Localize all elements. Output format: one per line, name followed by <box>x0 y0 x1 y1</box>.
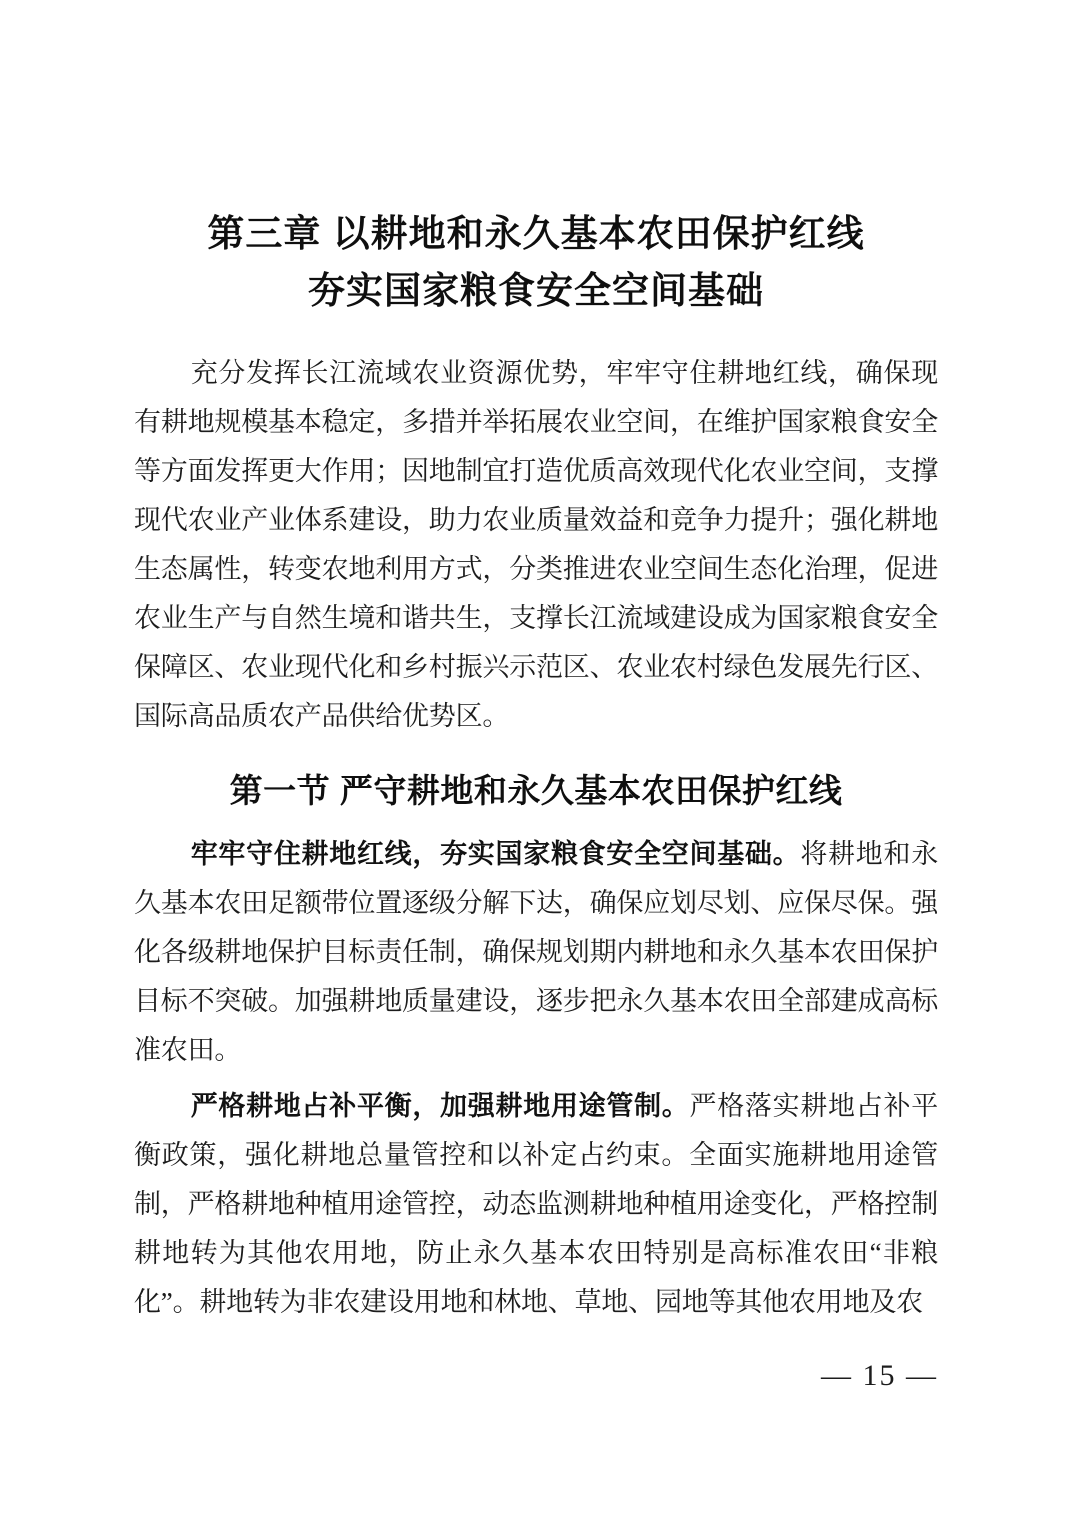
paragraph-redline-lead: 牢牢守住耕地红线，夯实国家粮食安全空间基础。 <box>190 839 801 869</box>
paragraph-balance <box>134 1082 938 1327</box>
intro-paragraph: 充分发挥长江流域农业资源优势，牢牢守住耕地红线，确保现有耕地规模基本稳定，多措并举拓展农业空间，在维护国家粮食安全等方面发挥更大作用；因地制宜打造优质高效现代化农业空间，支撑现代农业产业体系建设，助力农业质量效益和竞争力提升；强化耕地生态属性，转变农地利用方式，分类推进农业空间生态化治理，促进农业生产与自然生境和谐共生，支撑长江流域建设成为国家粮食安全保障区、农业现代化和乡村振兴示范区、农业农村绿色发展先行区、国际高品质农产品供给优势区。 <box>134 358 938 731</box>
paragraph-redline-body: 将耕地和永久基本农田足额带位置逐级分解下达，确保应划尽划、应保尽保。强化各级耕地保护目标责任制，确保规划期内耕地和永久基本农田保护目标不突破。加强耕地质量建设，逐步把永久基本农田全部建成高标准农田。 <box>134 839 938 1065</box>
paragraph-redline <box>134 830 938 1075</box>
section-heading: 第一节 严守耕地和永久基本农田保护红线 <box>229 772 843 809</box>
chapter-title-line2: 夯实国家粮食安全空间基础 <box>308 270 764 311</box>
chapter-title-line1: 第三章 以耕地和永久基本农田保护红线 <box>207 213 865 254</box>
chapter-title <box>134 205 938 319</box>
page-number: — 15 — <box>821 1359 938 1392</box>
paragraph-balance-body: 严格落实耕地占补平衡政策，强化耕地总量管控和以补定占约束。全面实施耕地用途管制，严格耕地种植用途管控，动态监测耕地种植用途变化，严格控制耕地转为其他农用地，防止永久基本农田特别是高标准农田“非粮化”。耕地转为非农建设用地和林地、草地、园地等其他农用地及农 <box>134 1091 938 1317</box>
paragraph-balance-lead: 严格耕地占补平衡，加强耕地用途管制。 <box>190 1091 690 1121</box>
